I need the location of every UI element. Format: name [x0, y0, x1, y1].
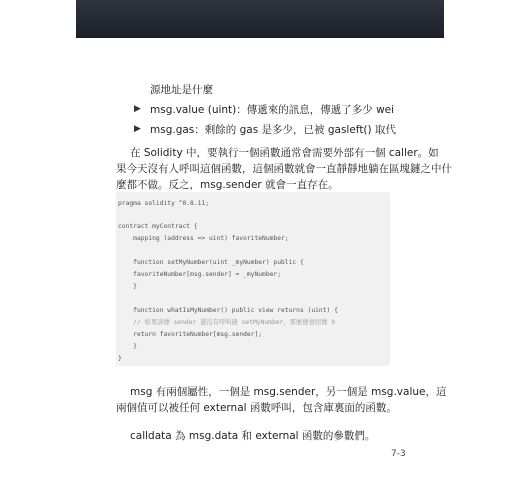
code-fn1-body: favoriteNumber[msg.sender] = _myNumber;: [118, 271, 282, 278]
code-fn1-close: }: [118, 283, 137, 290]
code-contract: contract myContract {: [118, 223, 198, 230]
code-pragma: pragma solidity ^0.8.11;: [118, 200, 209, 207]
paragraph3: calldata 為 msg.data 和 external 函數的參數們。: [130, 430, 376, 442]
paragraph1-line-3: 麼都不做。反之，msg.sender 就會一直存在。: [116, 179, 339, 191]
code-fn2-comment: // 如果該傳 sender 還沒有呼叫過 setMyNumber，那麼便會回傳 0: [118, 319, 335, 326]
code-fn2-signature: function whatIsMyNumber() public view returns (uint) {: [118, 307, 338, 314]
code-fn2-close: }: [118, 343, 137, 350]
paragraph2-line-1: msg 有兩個屬性，一個是 msg.sender，另一個是 msg.value，這: [130, 386, 447, 398]
code-contract-close: }: [118, 355, 122, 362]
code-fn2-return: return favoriteNumber[msg.sender];: [118, 331, 263, 338]
bullet-item-1: msg.value (uint)：傳遞來的訊息，傳遞了多少 wei: [150, 104, 395, 116]
bullet-marker-1: ▶: [134, 104, 141, 114]
page-number: 7-3: [391, 449, 406, 459]
code-mapping: mapping (address => uint) favoriteNumber;: [118, 235, 289, 242]
paragraph1-line-2: 果今天沒有人呼叫這個函數，這個函數就會一直靜靜地躺在區塊鏈之中什: [116, 163, 452, 175]
bullet-item-2: msg.gas：剩餘的 gas 是多少，已被 gasleft() 取代: [150, 124, 396, 136]
bullet-marker-2: ▶: [134, 124, 141, 134]
paragraph1-line-1: 在 Solidity 中，要執行一個函數通常會需要外部有一個 caller。如: [130, 147, 439, 159]
code-fn1-signature: function setMyNumber(uint _myNumber) public {: [118, 259, 304, 266]
paragraph2-line-2: 兩個值可以被任何 external 函數呼叫，包含庫裏面的函數。: [116, 402, 397, 414]
intro-line: 源地址是什麼: [150, 84, 213, 96]
header-bar: [76, 0, 444, 38]
